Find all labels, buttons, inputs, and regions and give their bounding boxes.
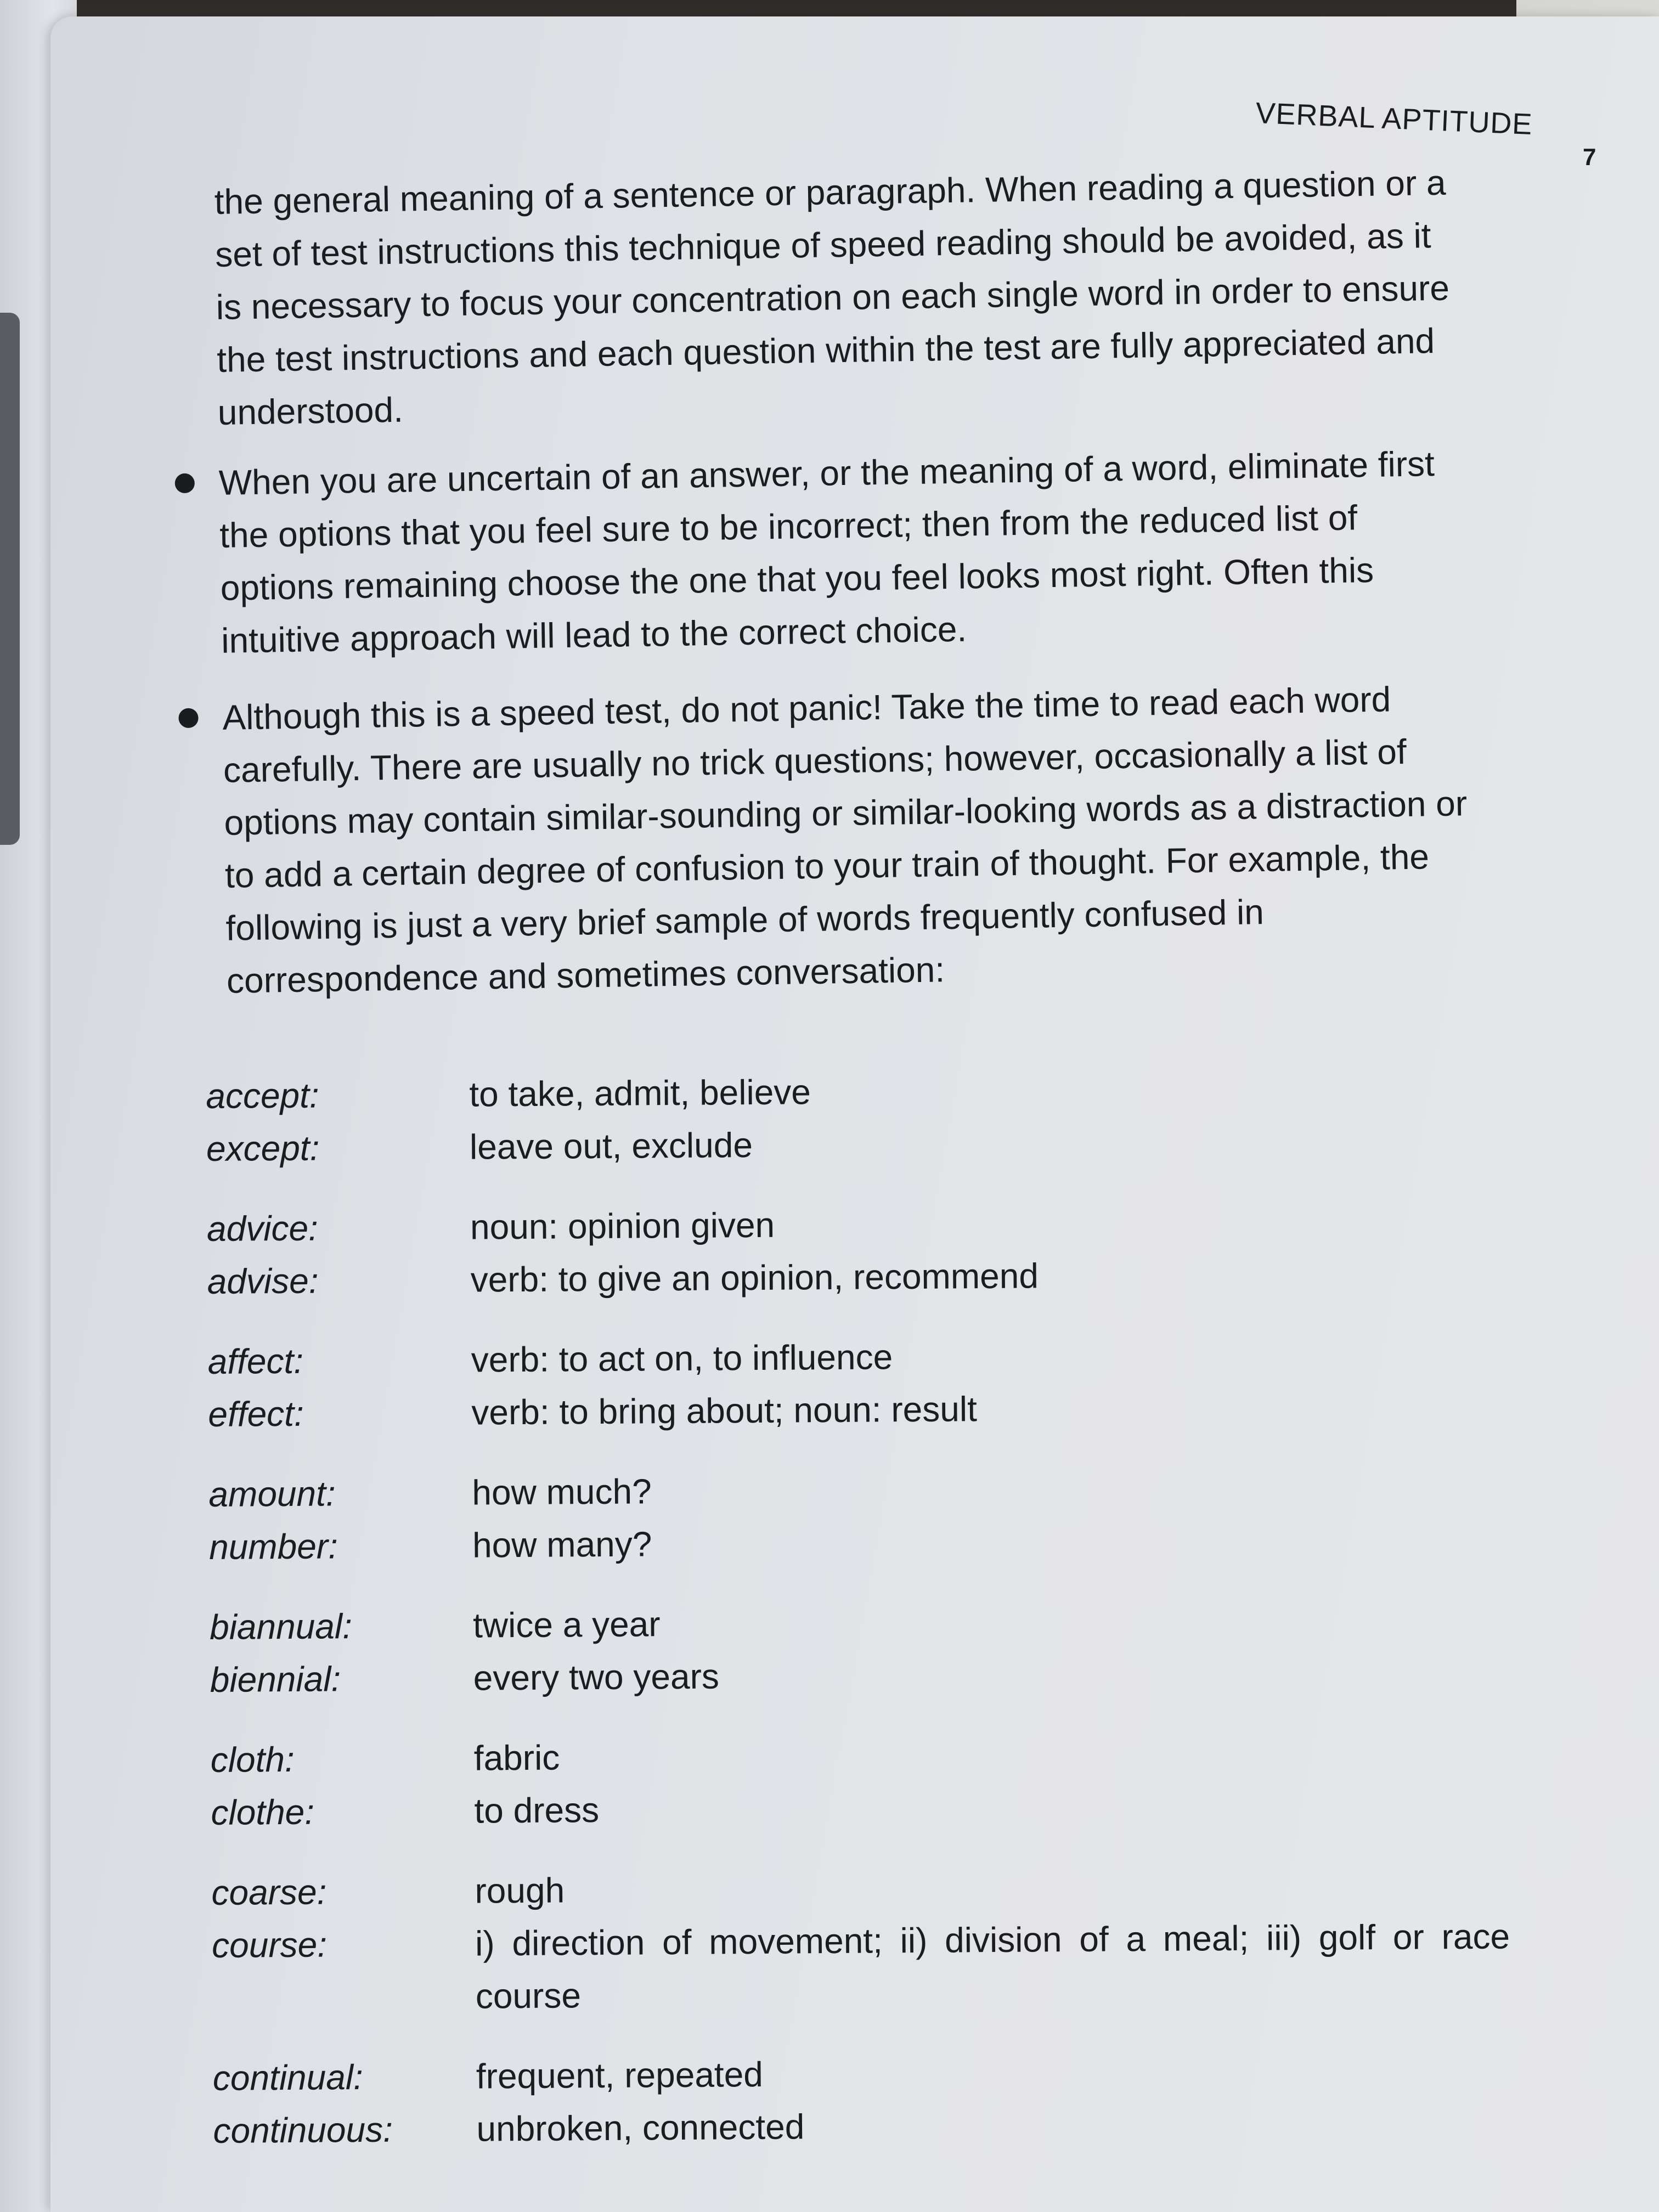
glossary-entry bbox=[210, 1592, 1538, 1654]
glossary-entry bbox=[208, 1459, 1537, 1521]
body-text bbox=[214, 155, 1533, 1031]
glossary-entry bbox=[208, 1379, 1536, 1441]
glossary-definition: verb: to act on, to influence bbox=[471, 1337, 893, 1380]
word-pair bbox=[208, 1459, 1537, 1573]
glossary-entry bbox=[206, 1060, 1534, 1122]
bullet-text: When you are uncertain of an answer, or the meaning of a word, eliminate first the options that you feel sure to be incorrect; then from the reduced list of options remaining choose the one that you feel looks most right. Often this intuitive approach will lead to the correct choice. bbox=[218, 444, 1435, 661]
glossary-term: biannual: bbox=[209, 1606, 353, 1647]
glossary-definition: twice a year bbox=[472, 1604, 661, 1645]
glossary-term: advise: bbox=[207, 1261, 319, 1301]
glossary-entry bbox=[206, 1113, 1534, 1175]
glossary-term: effect: bbox=[208, 1393, 304, 1434]
glossary-entry bbox=[212, 1910, 1540, 2024]
glossary-term: course: bbox=[211, 1925, 328, 1965]
glossary-definition: to dress bbox=[474, 1790, 600, 1831]
glossary-term: number: bbox=[208, 1526, 338, 1567]
glossary-term: biennial: bbox=[210, 1659, 341, 1700]
glossary-definition: every two years bbox=[473, 1656, 720, 1698]
glossary-term: continual: bbox=[212, 2057, 364, 2098]
confused-words-list bbox=[206, 1060, 1541, 2185]
glossary-term: clothe: bbox=[211, 1792, 315, 1832]
glossary-definition: noun: opinion given bbox=[470, 1205, 775, 1247]
glossary-term: amount: bbox=[208, 1474, 336, 1514]
word-pair bbox=[210, 1592, 1538, 1706]
glossary-term: affect: bbox=[207, 1341, 304, 1381]
intro-paragraph: the general meaning of a sentence or paragraph. When reading a question or a set of test instructions this technique of speed reading should be avoided, as it is necessary to focus your concentration on each single word in order to ensure the test instructions and each question within the test are fully appreciated and understood. bbox=[214, 162, 1450, 432]
word-pair bbox=[210, 1724, 1538, 1839]
glossary-definition: rough bbox=[475, 1870, 565, 1911]
glossary-entry bbox=[211, 1857, 1539, 1919]
glossary-term: continuous: bbox=[213, 2109, 393, 2151]
glossary-entry bbox=[210, 1644, 1538, 1706]
bullet-icon bbox=[175, 473, 195, 494]
word-pair bbox=[212, 2042, 1541, 2157]
glossary-term: advice: bbox=[206, 1208, 319, 1249]
glossary-definition: leave out, exclude bbox=[469, 1125, 753, 1167]
glossary-entry bbox=[210, 1724, 1538, 1786]
glossary-term: coarse: bbox=[211, 1872, 327, 1912]
bullet-text: Although this is a speed test, do not panic! Take the time to read each word carefully. There are usually no trick questions; however, occasionally a list of options may contain similar-sounding or similar-looking words as a distraction or to add a certain degree of confusion to your train of thought. For example, the following is just a very brief sample of words frequently confused in correspondence and sometimes conversation: bbox=[222, 679, 1468, 1001]
glossary-definition: verb: to bring about; noun: result bbox=[471, 1389, 978, 1432]
glossary-entry bbox=[207, 1326, 1536, 1388]
glossary-term: cloth: bbox=[210, 1739, 295, 1780]
glossary-definition: unbroken, connected bbox=[476, 2107, 805, 2149]
bullet-item bbox=[222, 671, 1533, 1007]
bullet-icon bbox=[178, 708, 199, 729]
glossary-entry bbox=[207, 1246, 1535, 1308]
glossary-entry bbox=[209, 1511, 1537, 1573]
word-pair bbox=[207, 1193, 1535, 1308]
glossary-definition: i) direction of movement; ii) division of a meal; iii) golf or race course bbox=[475, 1916, 1510, 2016]
page-number: 7 bbox=[1583, 144, 1596, 171]
glossary-definition: fabric bbox=[473, 1737, 560, 1778]
word-pair bbox=[211, 1857, 1540, 2024]
glossary-definition: how much? bbox=[472, 1471, 652, 1513]
glossary-entry bbox=[207, 1193, 1535, 1255]
word-pair bbox=[206, 1060, 1534, 1175]
glossary-definition: frequent, repeated bbox=[476, 2054, 764, 2096]
glossary-definition: how many? bbox=[472, 1524, 652, 1565]
glossary-entry bbox=[213, 2095, 1541, 2157]
glossary-definition: verb: to give an opinion, recommend bbox=[470, 1256, 1039, 1300]
glossary-term: accept: bbox=[206, 1075, 319, 1116]
glossary-entry bbox=[211, 1777, 1539, 1839]
glossary-definition: to take, admit, believe bbox=[469, 1072, 811, 1114]
glossary-term: except: bbox=[206, 1128, 320, 1169]
running-head: VERBAL APTITUDE bbox=[1255, 96, 1533, 142]
bullet-item bbox=[218, 436, 1527, 667]
word-pair bbox=[207, 1326, 1536, 1441]
glossary-entry bbox=[212, 2042, 1541, 2104]
